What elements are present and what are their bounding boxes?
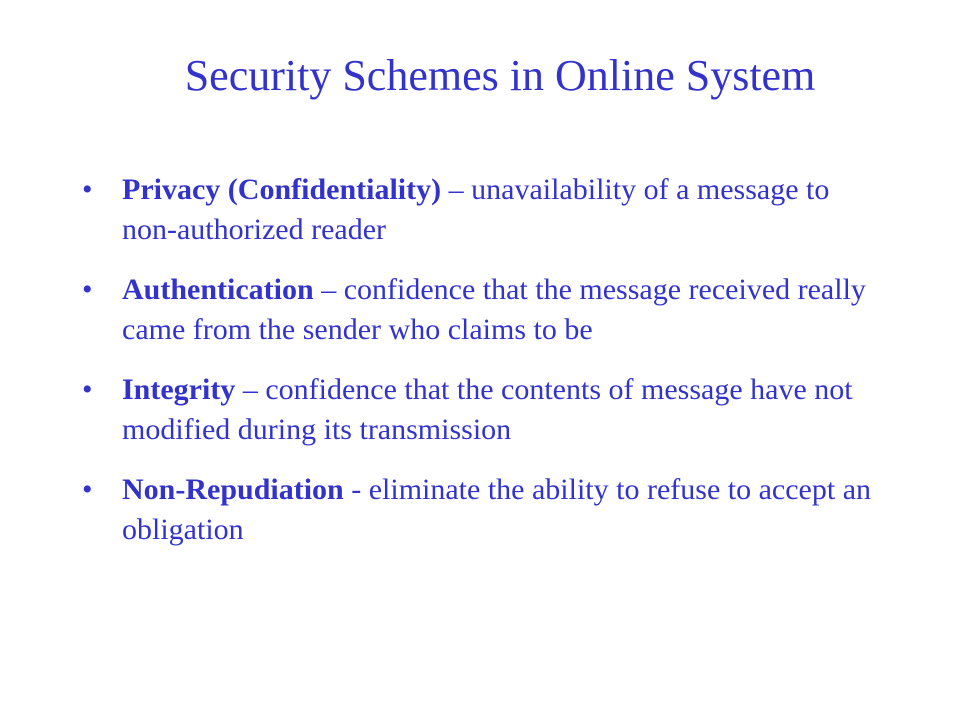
bullet-item-integrity bbox=[82, 370, 882, 450]
bullet-description: - eliminate the ability to refuse to accept an obligation bbox=[122, 473, 872, 546]
bullet-icon: • bbox=[82, 173, 93, 206]
bullet-item-privacy bbox=[82, 170, 882, 250]
bullet-icon: • bbox=[82, 373, 93, 406]
bullet-description: – confidence that the contents of message have not modified during its transmission bbox=[122, 373, 853, 446]
bullet-list bbox=[82, 170, 882, 570]
bullet-icon: • bbox=[82, 473, 93, 506]
bullet-icon: • bbox=[82, 273, 93, 306]
slide-title: Security Schemes in Online System bbox=[184, 51, 816, 100]
bullet-description: – confidence that the message received really came from the sender who claims to be bbox=[122, 273, 866, 346]
bullet-term: Privacy (Confidentiality) bbox=[122, 173, 442, 206]
bullet-item-authentication bbox=[82, 270, 882, 350]
bullet-term: Integrity bbox=[122, 373, 236, 406]
bullet-item-non-repudiation bbox=[82, 470, 882, 550]
bullet-description: – unavailability of a message to non-authorized reader bbox=[122, 173, 830, 246]
bullet-term: Authentication bbox=[122, 273, 314, 306]
bullet-term: Non-Repudiation bbox=[122, 473, 344, 506]
